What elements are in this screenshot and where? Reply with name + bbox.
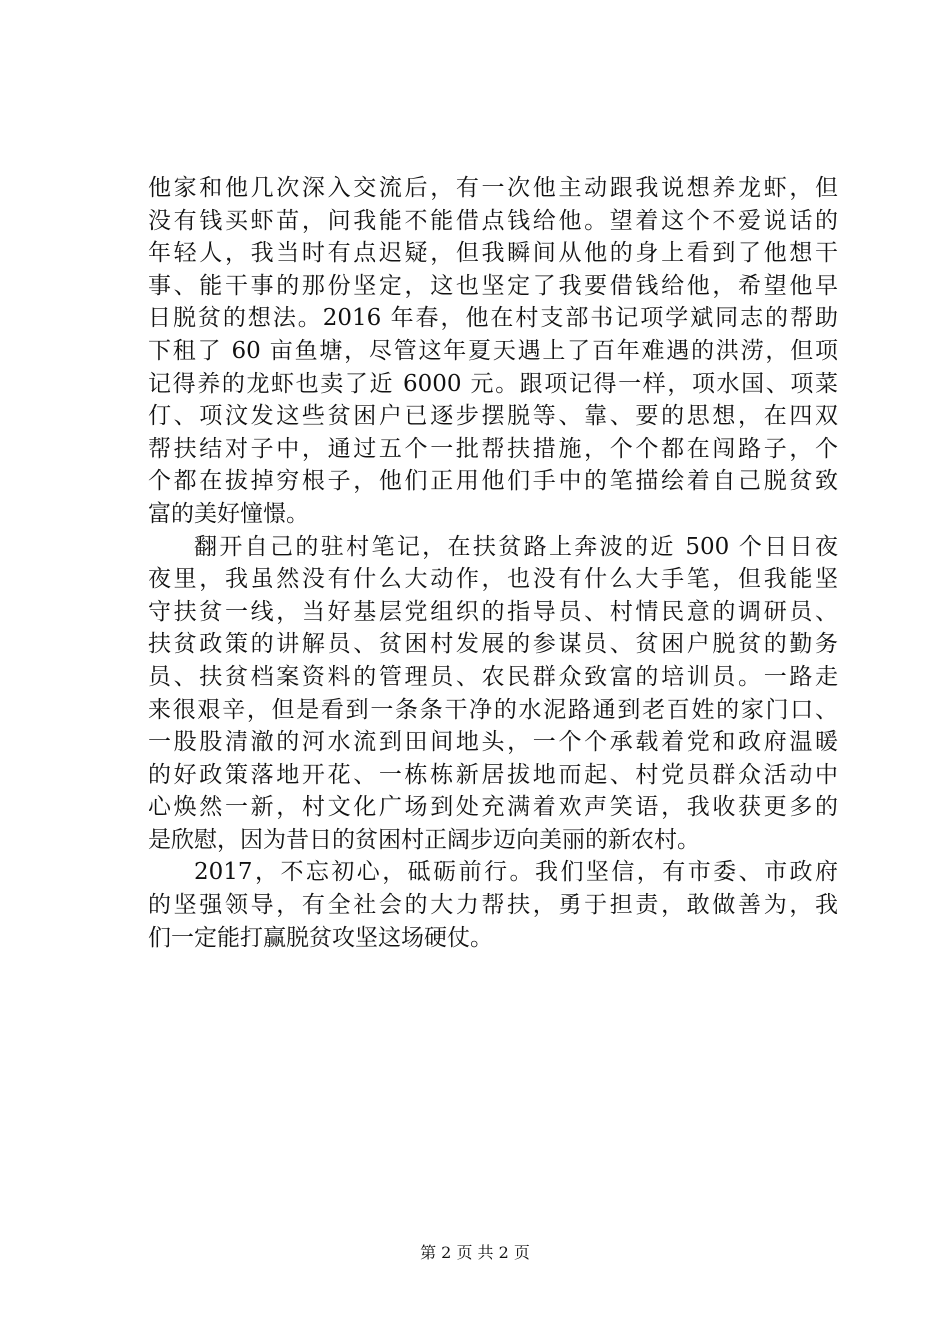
paragraph-2-line-9: 心焕然一新，村文化广场到处充满着欢声笑语，我收获更多的 xyxy=(148,794,838,821)
paragraph-3-line-3: 们一定能打赢脱贫攻坚这场硬仗。 xyxy=(148,924,493,951)
paragraph-3-line-2: 的坚强领导，有全社会的大力帮扶，勇于担责，敢做善为，我 xyxy=(148,892,838,919)
paragraph-2-line-6: 来很艰辛，但是看到一条条干净的水泥路通到老百姓的家门口、 xyxy=(148,696,838,723)
paragraph-2-line-7: 一股股清澈的河水流到田间地头，一个个承载着党和政府温暖 xyxy=(148,729,838,756)
paragraph-2-line-8: 的好政策落地开花、一栋栋新居拔地而起、村党员群众活动中 xyxy=(148,761,838,788)
paragraph-2-line-4: 扶贫政策的讲解员、贫困村发展的参谋员、贫困户脱贫的勤务 xyxy=(148,631,838,658)
document-body xyxy=(148,172,838,954)
paragraph-2-line-3: 守扶贫一线，当好基层党组织的指导员、村情民意的调研员、 xyxy=(148,598,838,625)
paragraph-1-line-8: 仃、项汶发这些贫困户已逐步摆脱等、靠、要的思想，在四双 xyxy=(148,403,838,430)
paragraph-1-line-9: 帮扶结对子中，通过五个一批帮扶措施，个个都在闯路子，个 xyxy=(148,435,838,462)
paragraph-3-line-1: 2017，不忘初心，砥砺前行。我们坚信，有市委、市政府 xyxy=(194,859,838,886)
paragraph-1-line-7: 记得养的龙虾也卖了近 6000 元。跟项记得一样，项水国、项菜 xyxy=(148,370,838,397)
paragraph-1-line-5: 日脱贫的想法。2016 年春，他在村支部书记项学斌同志的帮助 xyxy=(148,305,838,332)
paragraph-1-line-1: 他家和他几次深入交流后，有一次他主动跟我说想养龙虾，但 xyxy=(148,175,838,201)
paragraph-1-line-3: 年轻人，我当时有点迟疑，但我瞬间从他的身上看到了他想干 xyxy=(148,240,838,267)
paragraph-1-line-10: 个都在拔掉穷根子，他们正用他们手中的笔描绘着自己脱贫致 xyxy=(148,468,838,495)
paragraph-2-line-2: 夜里，我虽然没有什么大动作，也没有什么大手笔，但我能坚 xyxy=(148,566,838,593)
paragraph-2-line-1: 翻开自己的驻村笔记，在扶贫路上奔波的近 500 个日日夜 xyxy=(194,533,838,560)
page-number-footer: 第 2 页 共 2 页 xyxy=(420,1243,530,1262)
paragraph-2-line-10: 是欣慰，因为昔日的贫困村正阔步迈向美丽的新农村。 xyxy=(148,826,700,853)
paragraph-2-line-5: 员、扶贫档案资料的管理员、农民群众致富的培训员。一路走 xyxy=(148,663,838,690)
paragraph-1-line-2: 没有钱买虾苗，问我能不能借点钱给他。望着这个不爱说话的 xyxy=(148,207,838,234)
paragraph-1-line-11: 富的美好憧憬。 xyxy=(148,500,309,527)
paragraph-1-line-4: 事、能干事的那份坚定，这也坚定了我要借钱给他，希望他早 xyxy=(148,272,838,299)
paragraph-1-line-6: 下租了 60 亩鱼塘，尽管这年夏天遇上了百年难遇的洪涝，但项 xyxy=(148,337,838,364)
